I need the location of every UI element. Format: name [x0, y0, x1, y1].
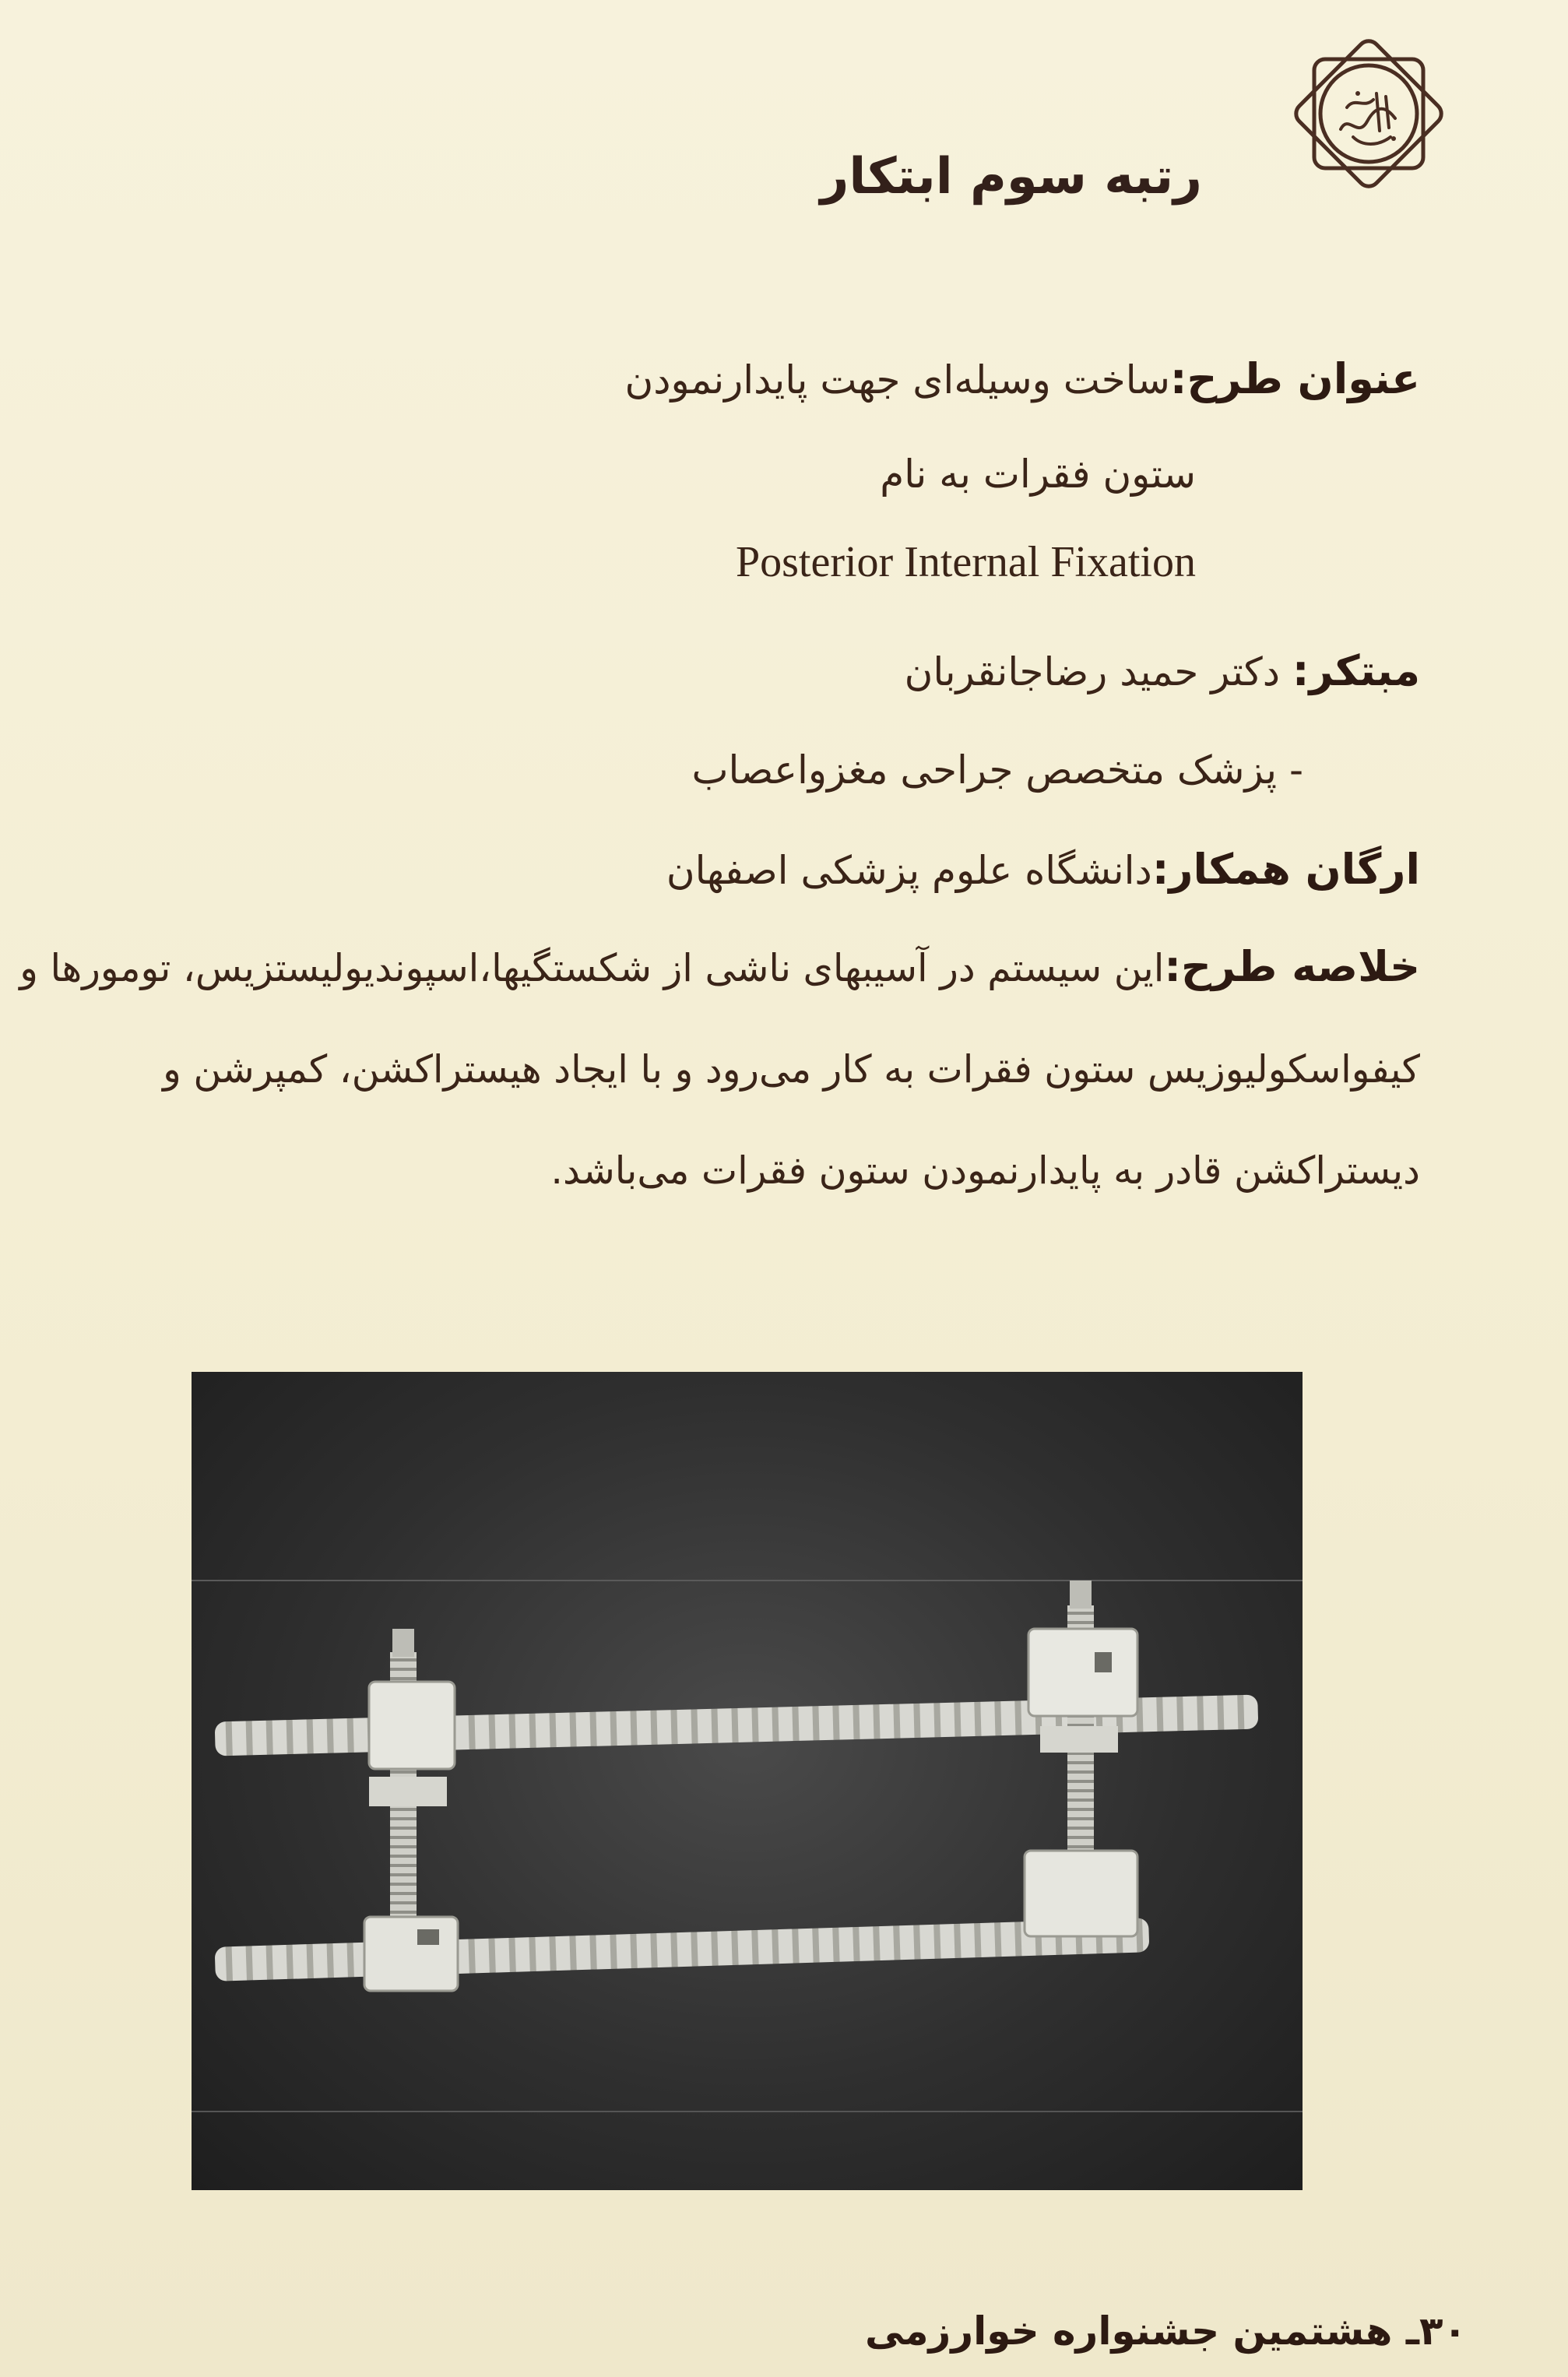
organization-line — [666, 845, 1420, 894]
organization-value: دانشگاه علوم پزشکی اصفهان — [666, 848, 1152, 893]
inventor-role: - پزشک متخصص جراحی مغزواعصاب — [691, 747, 1303, 793]
summary-text-1: این سیستم در آسیبهای ناشی از شکستگیها،اسپوندیولیستزیس، تومورها و — [19, 946, 1165, 990]
summary-line-2: کیفواسکولیوزیس ستون فقرات به کار می‌رود و با ایجاد هیستراکشن، کمپرشن و — [163, 1047, 1420, 1092]
project-title-value: ساخت وسیله‌ای جهت پایدارنمودن — [624, 357, 1170, 403]
page-title: رتبه سوم ابتکار — [820, 148, 1202, 206]
organization-label: ارگان همکار: — [1151, 845, 1420, 894]
inventor-name: دکتر حمید رضاجانقربان — [904, 649, 1280, 694]
summary-line-3: دیستراکشن قادر به پایدارنمودن ستون فقرات می‌باشد. — [550, 1148, 1420, 1193]
project-title-line — [624, 354, 1420, 403]
inventor-label: مبتکر: — [1292, 646, 1420, 695]
project-latin-name: Posterior Internal Fixation — [735, 538, 1196, 586]
festival-emblem-icon — [1277, 22, 1461, 206]
project-title-label: عنوان طرح: — [1169, 354, 1420, 403]
summary-line-1 — [19, 942, 1420, 991]
inventor-line — [905, 646, 1420, 695]
summary-label: خلاصه طرح: — [1164, 942, 1420, 991]
page-footer: ۳۰ـ هشتمین جشنواره خوارزمی — [865, 2308, 1467, 2354]
project-title-continuation: ستون فقرات به نام — [880, 452, 1196, 497]
device-photo — [192, 1372, 1303, 2190]
